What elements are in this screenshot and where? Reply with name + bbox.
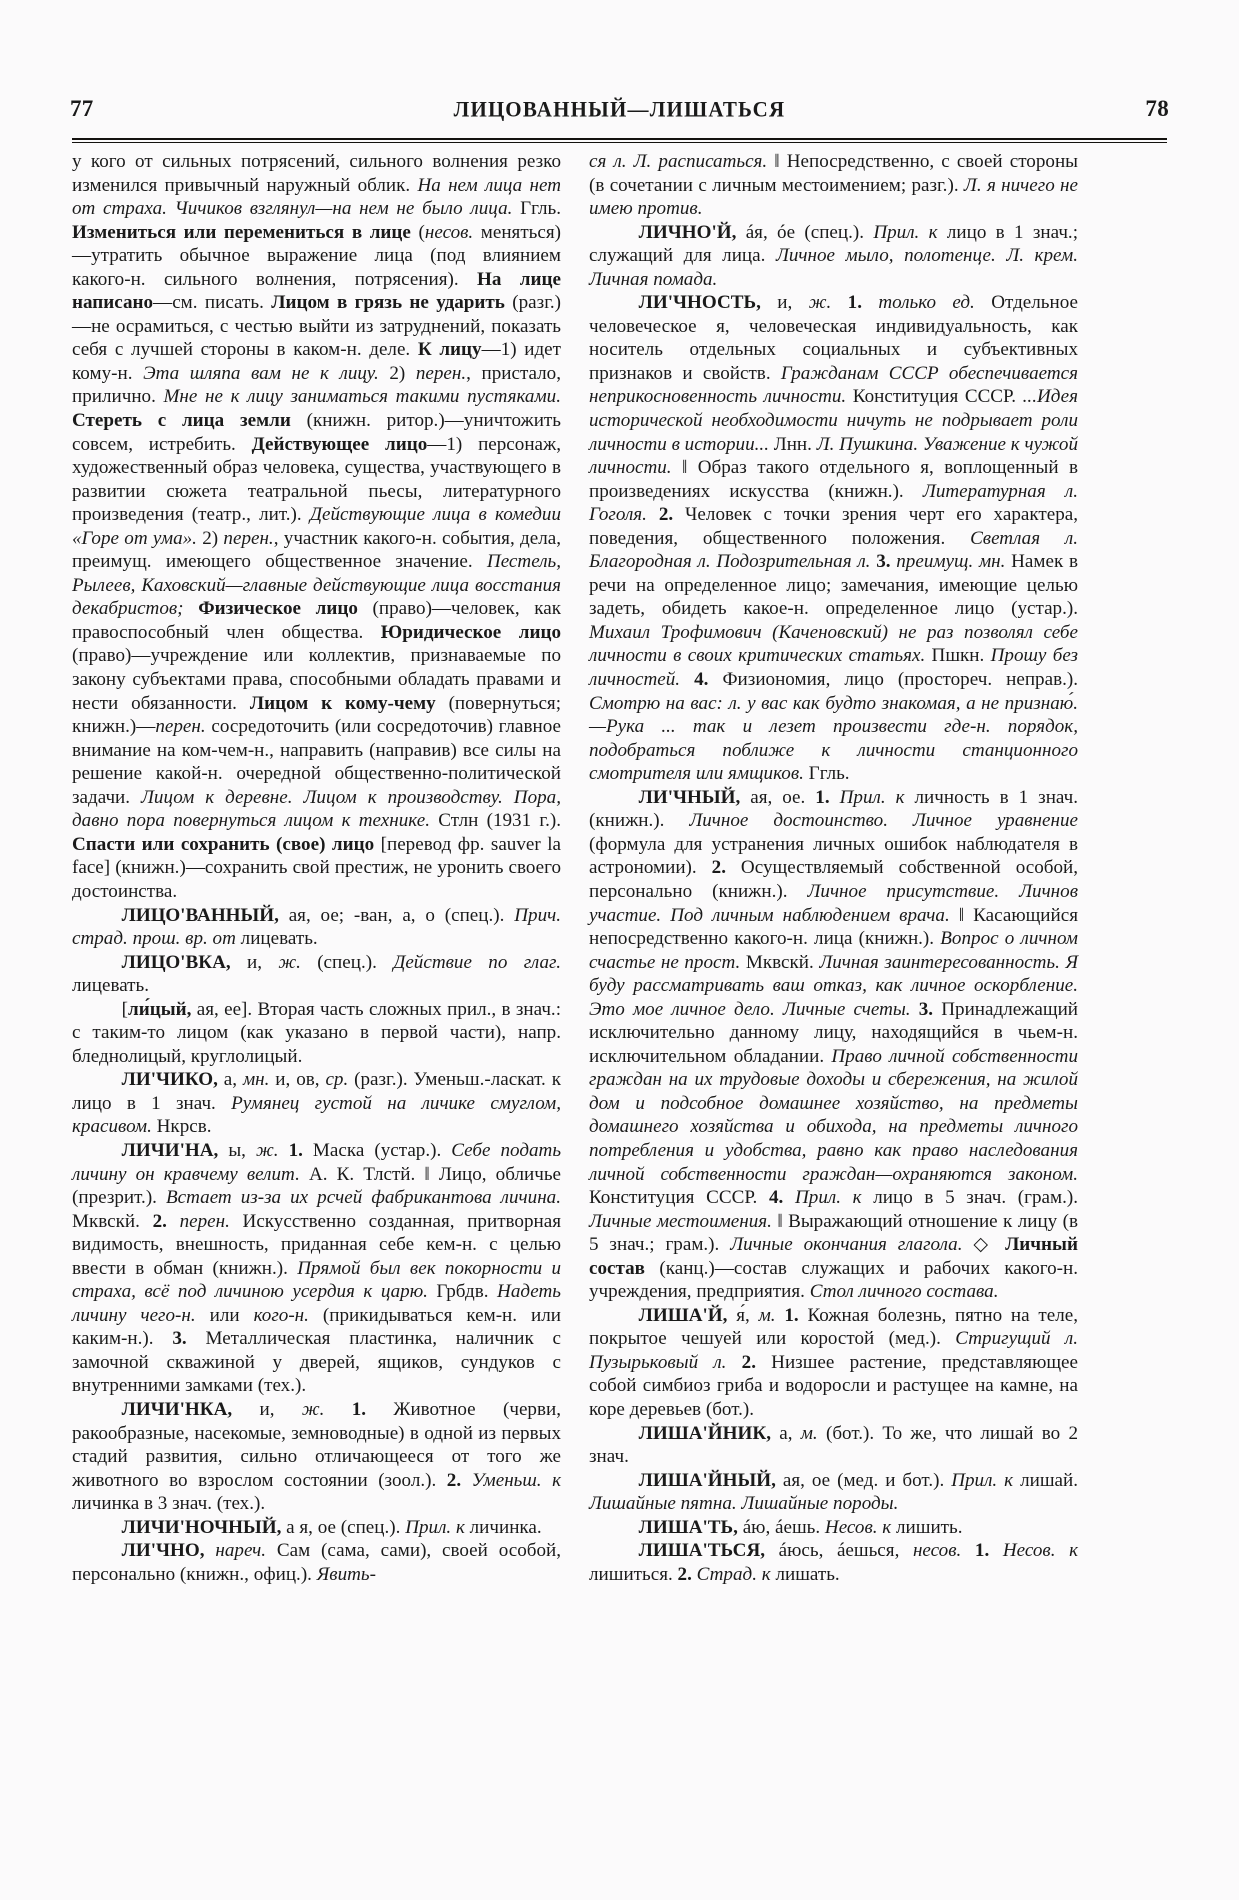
entry-continuation: ся л. Л. расписаться. ‖ Непосредственно, с своей стороны (в сочетании с личным местоимением; разг.). Л. я ничего не имею против. <box>589 151 1078 220</box>
columns-container <box>72 150 1167 1840</box>
running-head-title: ЛИЦОВАННЫЙ—ЛИШАТЬСЯ <box>453 96 786 122</box>
dictionary-entry: ЛИЧНО'Й, áя, óе (спец.). Прил. к лицо в 1 знач.; служащий для лица. Личное мыло, полотенце. Л. крем. Личная помада. <box>589 221 1079 290</box>
dictionary-entry: ЛИША'Й, я́, м. 1. Кожная болезнь, пятно на теле, покрытое чешуей или коростой (мед.). Стригущий л. Пузырьковый л. 2. Низшее растение, представляющее собой симбиоз гриба и водоросли и растущее на камне, на коре деревьев (бот.). <box>589 1304 1079 1420</box>
dictionary-entry: ЛИША'ТЬСЯ, áюсь, áешься, несов. 1. Несов. к лишиться. 2. Страд. к лишать. <box>589 1540 1079 1585</box>
dictionary-entry: ЛИ'ЧНЫЙ, ая, ое. 1. Прил. к личность в 1 знач. (книжн.). Личное достоинство. Личное уравнение (формула для устранения личных ошибок наблюдателя в астрономии). 2. Осуществляемый собственной особой, персонально (книжн.). Личное присутствие. Личнов участие. Под личным наблюдением врача. ‖ Касающийся непосредственно какого-н. лица (книжн.). Вопрос о личном счастье не прост. Мквскй. Личная заинтересованность. Я буду рассматривать ваш отказ, как личное оскорбление. Это мое личное дело. Личные счеты. 3. Принадлежащий исключительно данному лицу, находящийся в чьем-н. исключительном обладании. Право личной собственности граждан на их трудовые доходы и сбережения, на жилой дом и подсобное домашнее хозяйство, на предметы домашнего хозяйства и обихода, на предметы личного потребления и удобства, равно как право наследования личной собственности граждан—охраняются законом. Конституция СССР. 4. Прил. к лицо в 5 знач. (грам.). Личные местоимения. ‖ Выражающий отношение к лицу (в 5 знач.; грам.). Личные окончания глагола. ◇ Личный состав (канц.)—состав служащих и рабочих какого-н. учреждения, предприятия. Стол личного состава. <box>589 786 1079 1303</box>
rule-thin-line <box>72 142 1167 143</box>
dictionary-entry: ЛИША'ТЬ, áю, áешь. Несов. к лишить. <box>638 1516 963 1538</box>
dictionary-entry: ЛИША'ЙНЫЙ, ая, ое (мед. и бот.). Прил. к лишай. Лишайные пятна. Лишайные породы. <box>589 1469 1078 1515</box>
column-right <box>589 150 1078 1840</box>
dictionary-entry: ЛИ'ЧИКО, а, мн. и, ов, ср. (разг.). Уменьш.-ласкат. к лицо в 1 знач. Румянец густой на личике смуглом, красивом. Нкрсв. <box>72 1069 562 1138</box>
folio-right: 78 <box>1145 96 1169 121</box>
dictionary-entry: ЛИША'ЙНИК, а, м. (бот.). То же, что лишай во 2 знач. <box>589 1422 1079 1468</box>
dictionary-entry: ЛИ'ЧНОСТЬ, и, ж. 1. только ед. Отдельное человеческое я, человеческая индивидуальность, как носитель отдельных социальных и субъективных признаков и свойств. Гражданам СССР обеспечивается неприкосновенность личности. Конституция СССР. ...Идея исторической необходимости ничуть не подрывает роли личности в истории... Лнн. Л. Пушкина. Уважение к чужой личности. ‖ Образ такого отдельного я, воплощенный в произведениях искусства (книжн.). Литературная л. Гоголя. 2. Человек с точки зрения черт его характера, поведения, общественного положения. Светлая л. Благородная л. Подозрительная л. 3. преимущ. мн. Намек в речи на определенное лицо; замечания, имеющие целью задеть, обидеть какое-н. определенное лицо (устар.). Михаил Трофимович (Каченовский) не раз позволял себе личности в своих критических статьях. Пшкн. Прошу без личностей. 4. Физиономия, лицо (простореч. неправ.). Смотрю на вас: л. у вас как будто знакомая, а не признаю́.—Рука ... так и лезет произвести где-н. порядок, подобраться поближе к личности станционного смотрителя или ямщиков. Ггль. <box>589 292 1079 785</box>
folio-left: 77 <box>70 96 94 121</box>
dictionary-entry: ЛИЧИ'НКА, и, ж. 1. Животное (черви, ракообразные, насекомые, земноводные) в одной из первых стадий развития, сильно отличающееся от того же животного во взрослом состоянии (зоол.). 2. Уменьш. к личинка в 3 знач. (тех.). <box>72 1398 561 1515</box>
header-divider-rule <box>72 138 1167 143</box>
dictionary-entry: ЛИЧИ'НА, ы, ж. 1. Маска (устар.). Себе подать личину он кравчему велит. А. К. Тлстй. ‖ Лицо, обличье (презрит.). Встает из-за их рcчей фабрикантова личина. Мквскй. 2. перен. Искусственно созданная, притворная видимость, внешность, приданная себе кем-н. с целью ввести в обман (книжн.). Прямой был век покорности и страха, всё под личиною усердия к царю. Грбдв. Надеть личину чего-н. или кого-н. (прикидываться кем-н. или каким-н.). 3. Металлическая пластинка, наличник с замочной скважиной у дверей, ящиков, сундуков с внутренними замками (тех.). <box>72 1139 562 1397</box>
column-left <box>72 150 561 1840</box>
dictionary-entry: ЛИЧИ'НОЧНЫЙ, а я, ое (спец.). Прил. к личинка. <box>121 1516 542 1538</box>
dictionary-entry: [ли́цый, ая, ее]. Вторая часть сложных прил., в знач.: с таким-то лицом (как указано в первой части), напр. бледнолицый, круглолицый. <box>72 998 561 1067</box>
dictionary-entry: ЛИЦО'ВАННЫЙ, ая, ое; -ван, а, о (спец.). Прич. страд. прош. вр. от лицевать. <box>72 904 561 950</box>
entry-continuation: у кого от сильных потрясений, сильного волнения резко изменился привычный наружный облик. На нем лица нет от страха. Чичиков взглянул—на нем не было лица. Ггль. Измениться или перемениться в лице (несов. меняться)—утратить обычное выражение лица (под влиянием какого-н. сильного волнения, потрясения). На лице написано—см. писать. Лицом в грязь не ударить (разг.)—не осрамиться, с честью выйти из затруднений, показать себя с лучшей стороны в каком-н. деле. К лицу—1) идет кому-н. Эта шляпа вам не к лицу. 2) перен., пристало, прилично. Мне не к лицу заниматься такими пустяками. Стереть с лица земли (книжн. ритор.)—уничтожить совсем, истребить. Действующее лицо—1) персонаж, художественный образ человека, существа, участвующего в развитии сюжета театральной пьесы, литературного произведения (театр., лит.). Действующие лица в комедии «Горе от ума». 2) перен., участник какого-н. события, дела, преимущ. имеющего общественное значение. Пестель, Рылеев, Каховский—главные действующие лица восстания декабристов; Физическое лицо (право)—человек, как правоспособный член общества. Юридическое лицо (право)—учреждение или коллектив, признаваемые по закону субъектами права, способными обладать правами и нести обязанности. Лицом к кому-чему (повернуться; книжн.)—перен. сосредоточить (или сосредоточив) главное внимание на ком-чем-н., направить (направив) все силы на решение какой-н. очередной общественно-политической задачи. Лицом к деревне. Лицом к производству. Пора, давно пора повернуться лицом к технике. Стлн (1931 г.). Спасти или сохранить (свое) лицо [перевод фр. sauver la face] (книжн.)—сохранить свой престиж, не уронить своего достоинства. <box>72 151 562 902</box>
dictionary-entry: ЛИ'ЧНО, нареч. Сам (сама, сами), своей особой, персонально (книжн., офиц.). Явить- <box>72 1540 561 1585</box>
running-head <box>70 96 1169 130</box>
dictionary-entry: ЛИЦО'ВКА, и, ж. (спец.). Действие по глаг. лицевать. <box>72 951 561 997</box>
